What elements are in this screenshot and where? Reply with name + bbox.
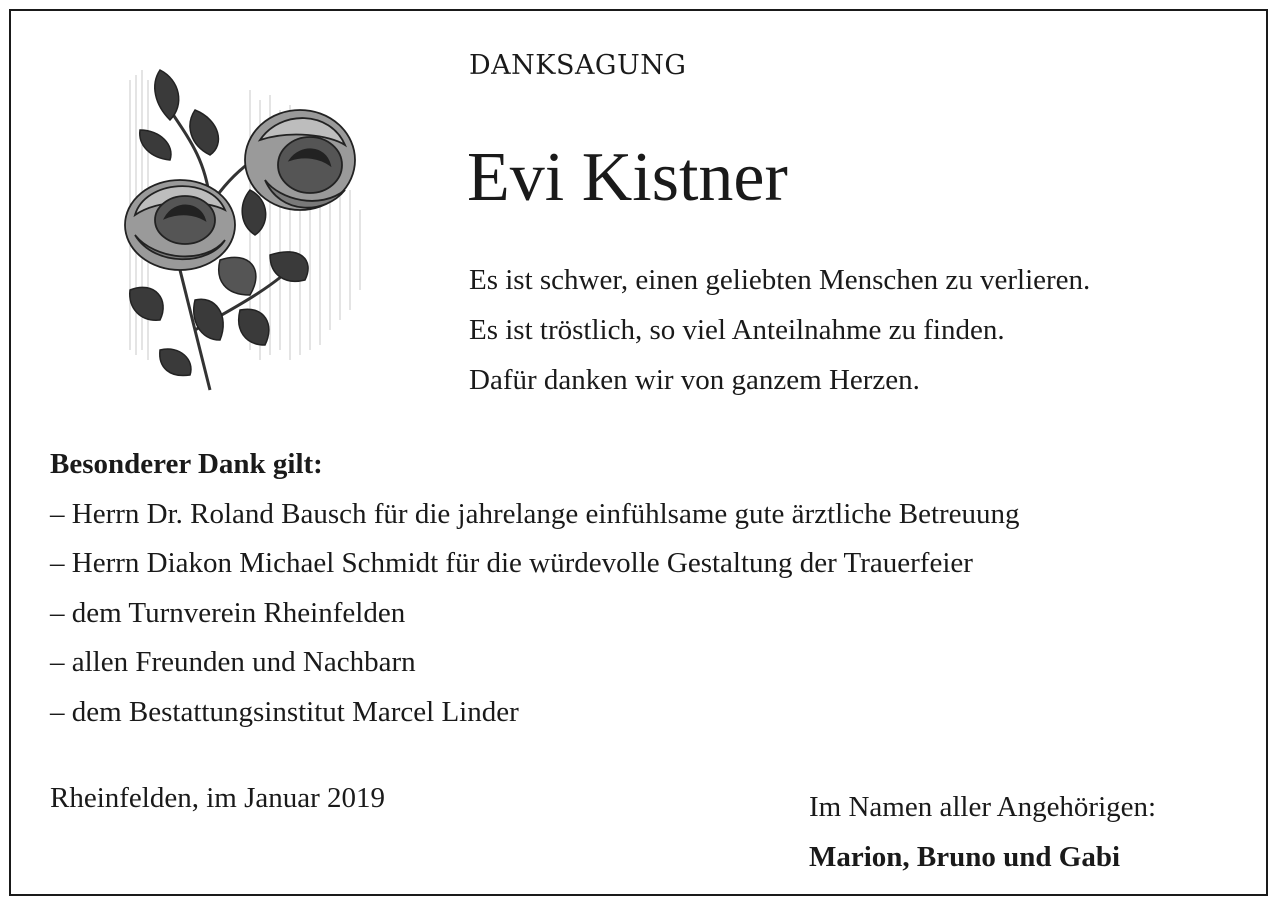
thanks-item: – dem Bestattungsinstitut Marcel Linder [50,695,519,728]
on-behalf-line: Im Namen aller Angehörigen: [809,791,1157,823]
thanks-item: – allen Freunden und Nachbarn [50,646,416,678]
place-date: Rheinfelden, im Januar 2019 [50,782,386,814]
signature-block [809,782,1156,882]
verse-line: Es ist schwer, einen geliebten Menschen zu verlieren. [469,264,1091,296]
thanks-title: Besonderer Dank gilt: [50,448,323,480]
verse-line: Es ist tröstlich, so viel Anteilnahme zu finden. [469,314,1005,346]
thanks-item: – Herrn Diakon Michael Schmidt für die würdevolle Gestaltung der Trauerfeier [50,547,973,579]
signatories: Marion, Bruno und Gabi [809,841,1121,873]
thanks-item: – Herrn Dr. Roland Bausch für die jahrelange einfühlsame gute ärztliche Betreuung [50,497,1020,530]
verse-block [469,255,1090,405]
rose-icon [100,50,380,400]
notice-heading: DANKSAGUNG [469,50,687,81]
thanks-block [50,440,1020,737]
verse-line: Dafür danken wir von ganzem Herzen. [469,364,920,396]
thanks-item: – dem Turnverein Rheinfelden [50,596,406,629]
deceased-name: Evi Kistner [467,139,788,216]
